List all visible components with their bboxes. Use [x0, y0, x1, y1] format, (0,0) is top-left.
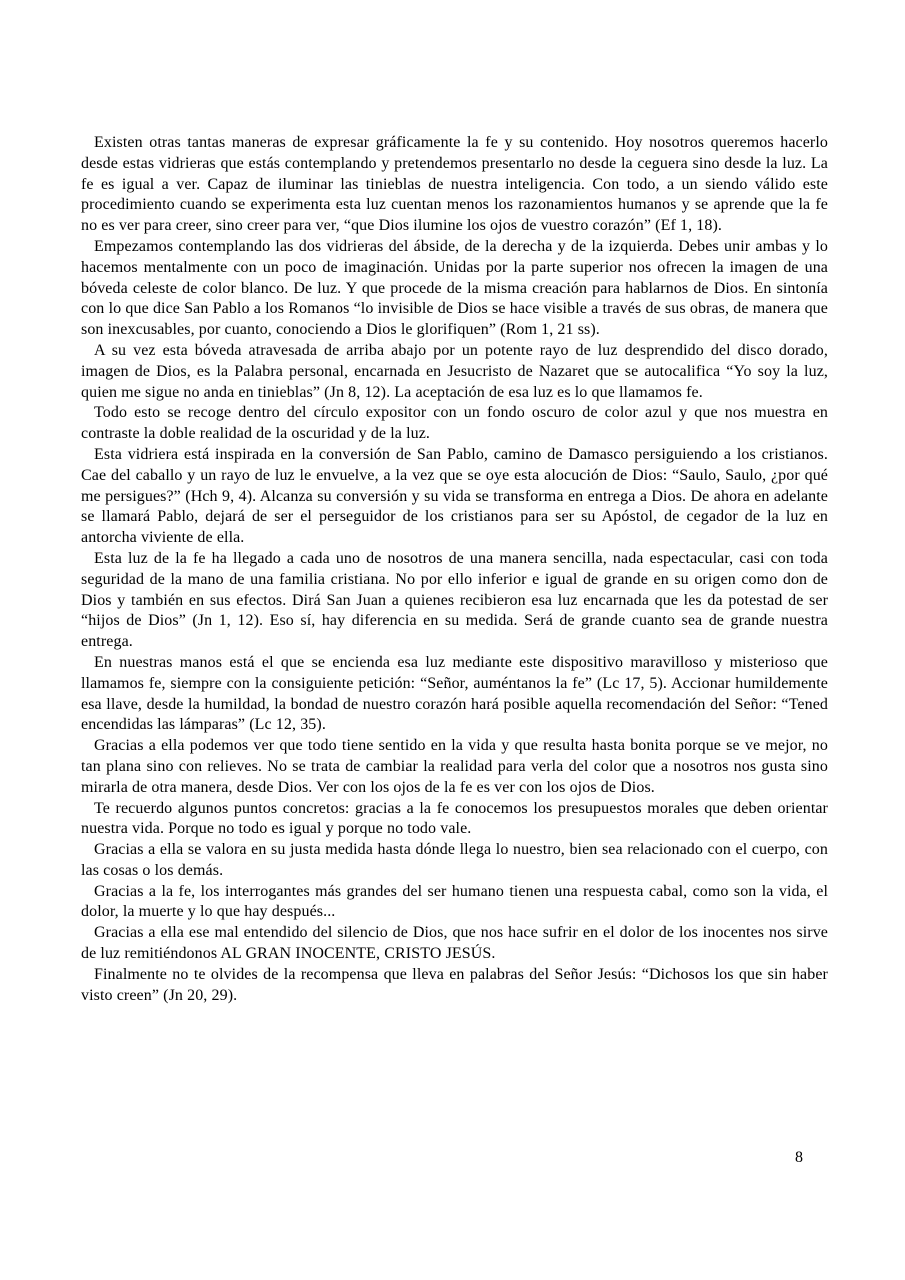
text-block: [81, 133, 828, 1006]
paragraph-5: Esta vidriera está inspirada en la conversión de San Pablo, camino de Damasco persiguiendo a los cristianos. Cae del caballo y un rayo de luz le envuelve, a la vez que se oye esta alocución de Dios: “Saulo, Saulo, ¿por qué me persigues?” (Hch 9, 4). Alcanza su conversión y su vida se transforma en entrega a Dios. De ahora en adelante se llamará Pablo, dejará de ser el perseguidor de los cristianos para ser su Apóstol, de cegador de la luz en antorcha viviente de ella.: [81, 445, 828, 547]
paragraph-12: Gracias a ella ese mal entendido del silencio de Dios, que nos hace sufrir en el dolor de los inocentes nos sirve de luz remitiéndonos AL GRAN INOCENTE, CRISTO JESÚS.: [81, 924, 828, 963]
paragraph-9: Te recuerdo algunos puntos concretos: gracias a la fe conocemos los presupuestos morales que deben orientar nuestra vida. Porque no todo es igual y porque no todo vale.: [81, 799, 828, 838]
paragraph-2: Empezamos contemplando las dos vidrieras del ábside, de la derecha y de la izquierda. Debes unir ambas y lo hacemos mentalmente con un poco de imaginación. Unidas por la parte superior nos ofrecen la imagen de una bóveda celeste de color blanco. De luz. Y que procede de la misma creación para hablarnos de Dios. En sintonía con lo que dice San Pablo a los Romanos “lo invisible de Dios se hace visible a través de sus obras, de manera que son inexcusables, por cuanto, conociendo a Dios le glorifiquen” (Rom 1, 21 ss).: [81, 237, 828, 339]
paragraph-8: Gracias a ella podemos ver que todo tiene sentido en la vida y que resulta hasta bonita porque se ve mejor, no tan plana sino con relieves. No se trata de cambiar la realidad para verla del color que a nosotros nos gusta sino mirarla de otra manera, desde Dios. Ver con los ojos de la fe es ver con los ojos de Dios.: [81, 737, 828, 796]
paragraph-3: A su vez esta bóveda atravesada de arriba abajo por un potente rayo de luz desprendido del disco dorado, imagen de Dios, es la Palabra personal, encarnada en Jesucristo de Nazaret que se autocalifica “Yo soy la luz, quien me sigue no anda en tinieblas” (Jn 8, 12). La aceptación de esa luz es lo que llamamos fe.: [81, 341, 828, 401]
paragraph-11: Gracias a la fe, los interrogantes más grandes del ser humano tienen una respuesta cabal, como son la vida, el dolor, la muerte y lo que hay después...: [81, 882, 828, 921]
paragraph-10: Gracias a ella se valora en su justa medida hasta dónde llega lo nuestro, bien sea relacionado con el cuerpo, con las cosas o los demás.: [81, 841, 828, 879]
paragraph-6: Esta luz de la fe ha llegado a cada uno de nosotros de una manera sencilla, nada espectacular, casi con toda seguridad de la mano de una familia cristiana. No por ello inferior e igual de grande en su origen como don de Dios y también en sus efectos. Dirá San Juan a quienes recibieron esa luz encarnada que les da potestad de ser “hijos de Dios” (Jn 1, 12). Eso sí, hay diferencia en su medida. Será de grande cuanto sea de grande nuestra entrega.: [81, 549, 828, 651]
page-number: 8: [795, 1149, 803, 1166]
paragraph-13: Finalmente no te olvides de la recompensa que lleva en palabras del Señor Jesús: “Dichosos los que sin haber visto creen” (Jn 20, 29).: [81, 965, 828, 1004]
paragraph-7: En nuestras manos está el que se encienda esa luz mediante este dispositivo maravilloso y misterioso que llamamos fe, siempre con la consiguiente petición: “Señor, auméntanos la fe” (Lc 17, 5). Accionar humildemente esa llave, desde la humildad, la bondad de nuestro corazón hará posible aquella recomendación del Señor: “Tened encendidas las lámparas” (Lc 12, 35).: [81, 653, 828, 734]
paragraph-1: Existen otras tantas maneras de expresar gráficamente la fe y su contenido. Hoy nosotros queremos hacerlo desde estas vidrieras que estás contemplando y pretendemos presentarlo no desde la ceguera sino desde la luz. La fe es igual a ver. Capaz de iluminar las tinieblas de nuestra inteligencia. Con todo, a un siendo válido este procedimiento cuando se experimenta esta luz cuentan menos los razonamientos humanos y se aprende que la fe no es ver para creer, sino creer para ver, “que Dios ilumine los ojos de vuestro corazón” (Ef 1, 18).: [81, 134, 828, 235]
paragraph-4: Todo esto se recoge dentro del círculo expositor con un fondo oscuro de color azul y que nos muestra en contraste la doble realidad de la oscuridad y de la luz.: [81, 404, 828, 443]
